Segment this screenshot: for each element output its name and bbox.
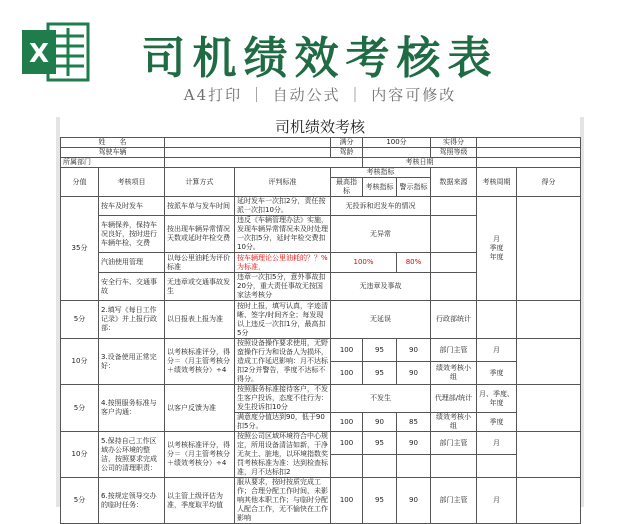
standard-cell: 按照设备操作要求使用，无野蛮操作行为和设备人为损坏，造成工作延迟影响：月不达标扣2分并警告，季度不达标不得分。: [235, 339, 331, 385]
indicator-cell: 无延误: [331, 301, 431, 339]
method-cell: 以考核标准评分，得分＝（月主管考核分＋绩效考核分）÷4: [165, 432, 235, 478]
actual-value[interactable]: [477, 138, 581, 148]
standard-cell: 按时上报，填写认真，字迹清晰、签字/时间齐全；每发现以上违反一次扣1分，最高扣5分: [235, 301, 331, 339]
source-cell: 绩效考核小组: [431, 362, 477, 385]
name-value[interactable]: [165, 138, 331, 148]
warn-cell: 90: [397, 362, 431, 385]
group-score: 5分: [61, 385, 99, 432]
method-cell: 以考核标准评分，得分＝（月主管考核分＋绩效考核分）÷4: [165, 339, 235, 385]
item-cell: 3.设备使用正常完好：: [99, 339, 165, 385]
std-cell: 95: [363, 478, 397, 524]
points-cell[interactable]: [517, 478, 581, 524]
table-row: [61, 432, 581, 455]
header-warn: 警示指标: [397, 178, 431, 197]
warn-cell: 80%: [397, 253, 431, 273]
page-title: 司机绩效考核表: [141, 33, 499, 84]
indicator-cell: 无违章及事故: [331, 273, 431, 301]
period-cell: 季度: [477, 413, 517, 432]
vehicle-label: 驾驶车辆: [61, 148, 165, 158]
source-cell: 部门主管: [431, 339, 477, 362]
actual-label: 实得分: [431, 138, 477, 148]
max-cell[interactable]: [331, 455, 363, 478]
date-label: 考核日期: [363, 158, 477, 168]
header-points: 得分: [517, 168, 581, 197]
source-cell[interactable]: [431, 273, 477, 301]
vehicle-value[interactable]: [165, 148, 331, 158]
table-row: [61, 197, 581, 216]
period-cell: 月 季度 年度: [477, 197, 517, 301]
source-cell[interactable]: [431, 197, 477, 216]
header-method: 计算方式: [165, 168, 235, 197]
warn-cell: 85: [397, 413, 431, 432]
warn-cell: 90: [397, 432, 431, 455]
dept-label: 所属部门: [61, 158, 165, 168]
standard-cell: 满意度分值达到90，低于90扣5分。: [235, 413, 331, 432]
max-cell: 100: [331, 362, 363, 385]
period-cell[interactable]: [477, 301, 517, 339]
std-cell: 95: [363, 339, 397, 362]
source-cell[interactable]: [431, 216, 477, 253]
indicator-cell: 不发生: [331, 385, 431, 413]
points-cell[interactable]: [517, 339, 581, 385]
table-row: [61, 158, 581, 168]
period-cell: 季度: [477, 362, 517, 385]
header-score: 分值: [61, 168, 99, 197]
table-row: [61, 385, 581, 413]
date-value[interactable]: [477, 158, 581, 168]
points-cell[interactable]: [517, 432, 581, 478]
header-std: 考核指标: [363, 178, 397, 197]
group-score: 35分: [61, 197, 99, 301]
method-cell: 以每公里油耗为评价标准: [165, 253, 235, 273]
table-row: [61, 138, 581, 148]
source-cell[interactable]: [431, 253, 477, 273]
standard-cell: 按照服务标准接待客户，不发生客户投诉，态度不佳行为：发生投诉扣10分: [235, 385, 331, 413]
header-period: 考核周期: [477, 168, 517, 197]
rank-value[interactable]: [477, 148, 581, 158]
sheet-preview: [56, 117, 584, 522]
item-cell: 按车及时发车: [99, 197, 165, 216]
warn-cell[interactable]: [397, 455, 431, 478]
standard-cell: 延时发车一次扣2分，责任按派一次扣10分。: [235, 197, 331, 216]
item-cell: 6.按规定领导交办的临时任务：: [99, 478, 165, 524]
indicator-cell: 无异常: [331, 216, 431, 253]
sheet-title: 司机绩效考核: [274, 118, 365, 136]
item-cell: 车辆保养，保持车况良好，按时进行车辆年检、交费: [99, 216, 165, 253]
period-cell: 月: [477, 339, 517, 362]
group-score: 10分: [61, 339, 99, 385]
score-value: 100分: [363, 138, 431, 148]
points-cell[interactable]: [517, 301, 581, 339]
header-max: 最高指标: [331, 178, 363, 197]
header-source: 数据来源: [431, 168, 477, 197]
header-row: [61, 168, 581, 178]
source-cell[interactable]: [431, 455, 477, 478]
method-cell: 按出现车辆异常情况天数或延时年检交费: [165, 216, 235, 253]
source-cell: 代理部/统计: [431, 385, 477, 413]
performance-table: [60, 137, 581, 524]
header-item: 考核项目: [99, 168, 165, 197]
source-cell: 部门主管: [431, 478, 477, 524]
max-cell: 100: [331, 339, 363, 362]
table-row: [61, 301, 581, 339]
indicator-cell: 无投诉和迟发车的情况: [331, 197, 431, 216]
name-label: 姓 名: [61, 138, 165, 148]
banner: [0, 0, 640, 118]
item-cell: 5.保持自己工作区域办公环境的整洁，按照要求完成公司的清理职责：: [99, 432, 165, 478]
header-standard: 评判标准: [235, 168, 331, 197]
standard-cell: 服从要求，按时按质完成工作；合理分配工作时间，未影响其他本职工作；与临时分配人配合工作，无不愉快在工作影响: [235, 478, 331, 524]
table-row: [61, 339, 581, 362]
level-value[interactable]: [363, 148, 431, 158]
warn-cell: 90: [397, 478, 431, 524]
max-cell: 100: [331, 432, 363, 455]
header-indicator: 考核指标: [331, 168, 431, 178]
method-cell: 无违章或交通事故发生: [165, 273, 235, 301]
points-cell[interactable]: [517, 385, 581, 432]
group-score: 10分: [61, 432, 99, 478]
max-cell: 100%: [331, 253, 397, 273]
period-cell: 月: [477, 478, 517, 524]
standard-cell: 按照公司区域环境符合中心规定，所用设备清洁如新，干净无灰土、脏地，以环境指数奖罚考核标准为准：达到检查标准，月不达标扣2: [235, 432, 331, 478]
method-cell: 以客户反馈为准: [165, 385, 235, 432]
rank-label: 驾照等级: [431, 148, 477, 158]
max-cell: 100: [331, 413, 363, 432]
method-cell: 按派车单与发车时间: [165, 197, 235, 216]
page-subtitle: A4打印 ｜ 自动公式 ｜ 内容可修改: [183, 86, 457, 104]
std-cell: 90: [363, 413, 397, 432]
sheet-page: [60, 117, 580, 522]
source-cell: 绩效考核小组: [431, 413, 477, 432]
period-cell[interactable]: [477, 455, 517, 478]
max-cell: 100: [331, 478, 363, 524]
source-cell: 行政部统计: [431, 301, 477, 339]
svg-text:X: X: [28, 39, 50, 69]
table-row: [61, 478, 581, 524]
period-cell: 月: [477, 432, 517, 455]
item-cell: 4.按照服务标准与客户沟通：: [99, 385, 165, 432]
group-score: 5分: [61, 478, 99, 524]
group-score: 5分: [61, 301, 99, 339]
standard-cell: 违章一次扣5分，意外事故扣20分，重大责任事故无按国家法考核分: [235, 273, 331, 301]
item-cell: 安全行车、交通事故: [99, 273, 165, 301]
dept-value[interactable]: [165, 158, 363, 168]
standard-cell: 违反《车辆管理办法》实施，发现车辆异常情况未及时处理一次扣5分，延时年检交费扣10分。: [235, 216, 331, 253]
item-cell: 2.填写《每日工作记录》并上报行政部：: [99, 301, 165, 339]
score-label: 满分: [331, 138, 363, 148]
item-cell: 汽油使用管理: [99, 253, 165, 273]
std-cell[interactable]: [363, 455, 397, 478]
level-label: 驾龄: [331, 148, 363, 158]
standard-cell: 按车辆理论公里油耗的？？%为标准，: [235, 253, 331, 273]
method-cell: 以日报表上报为准: [165, 301, 235, 339]
table-row: [61, 148, 581, 158]
std-cell: 95: [363, 432, 397, 455]
method-cell: 以主管上级评估为准，季度取平均值: [165, 478, 235, 524]
std-cell: 95: [363, 362, 397, 385]
warn-cell: 90: [397, 339, 431, 362]
points-cell[interactable]: [517, 197, 581, 301]
source-cell: 部门主管: [431, 432, 477, 455]
period-cell: 月、季度、年度: [477, 385, 517, 413]
